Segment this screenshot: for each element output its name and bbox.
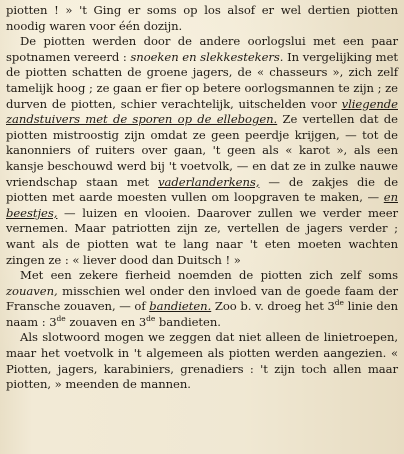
paragraph [6,3,398,34]
underlined-italic-phrase: vaderlanderkens, [158,174,260,189]
text-run: Zoo b. v. droeg het 3 [211,299,335,314]
italic-phrase: zouaven, [6,283,58,298]
superscript-ordinal: de [56,314,66,324]
text-run: linie den naam : 3 [6,299,399,329]
text-run: — luizen en vlooien. Daarover zullen we verder meer vernemen. Maar patriotten zijn ze, vertellen de jagers verder ; want als de piotten wat te lang naar 't eten moeten wachten zingen ze : « liever dood dan Duitsch ! » [6,205,398,267]
underlined-italic-phrase: en beestjes, [6,190,398,220]
text-run: Met een zekere fierheid noemden de piotten zich zelf soms [20,268,398,283]
italic-phrase: snoeken en slekkestekers. [130,49,284,64]
text-run: zouaven en 3 [65,314,147,329]
text-run: Als slotwoord mogen we zeggen dat niet alleen de linietroepen, maar het voetvolk in 't algemeen als piotten werden aangezien. « Piotten, jagers, karabiniers, grenadiers : 't zijn toch allen maar piotten, » meenden de mannen. [6,330,398,392]
superscript-ordinal: de [146,314,156,324]
paragraph [6,330,398,392]
underlined-italic-phrase: vliegende zandstuivers met de sporen op de ellebogen. [6,96,398,127]
text-run: piotten ! » 't Ging er soms op los alsof er wel dertien piotten noodig waren voor één dozijn. [6,3,398,33]
text-run: — de zakjes die de piotten met aarde moesten vullen om loopgraven te maken, — [6,174,399,205]
text-run: De piotten werden door de andere oorlogslui met een paar spotnamen vereerd : [6,34,398,64]
superscript-ordinal: de [334,298,344,308]
text-run: In vergelijking met de piotten schatten de groene jagers, de « chasseurs », zich zelf tamelijk hoog ; ze gaan er fier op betere oorlogsmannen te zijn ; ze durven de piotten, schier verachtelijk, uitschelden voor [6,49,398,111]
text-run: Ze vertellen dat de piotten mistroostig zijn omdat ze geen peerdje krijgen, — tot de kanonniers of ruiters over gaan, 't geen als « karot », als een kansje beschouwd werd bij 't voetvolk, — en dat ze in zulke nauwe vriendschap staan met [6,112,398,189]
page-text-body [6,3,398,393]
text-run: misschien wel onder den invloed van de goede faam der Fransche zouaven, — of [6,283,398,314]
text-run: bandieten. [155,314,221,329]
paragraph [6,268,398,330]
paragraph [6,34,398,268]
underlined-italic-phrase: bandieten. [149,299,212,314]
